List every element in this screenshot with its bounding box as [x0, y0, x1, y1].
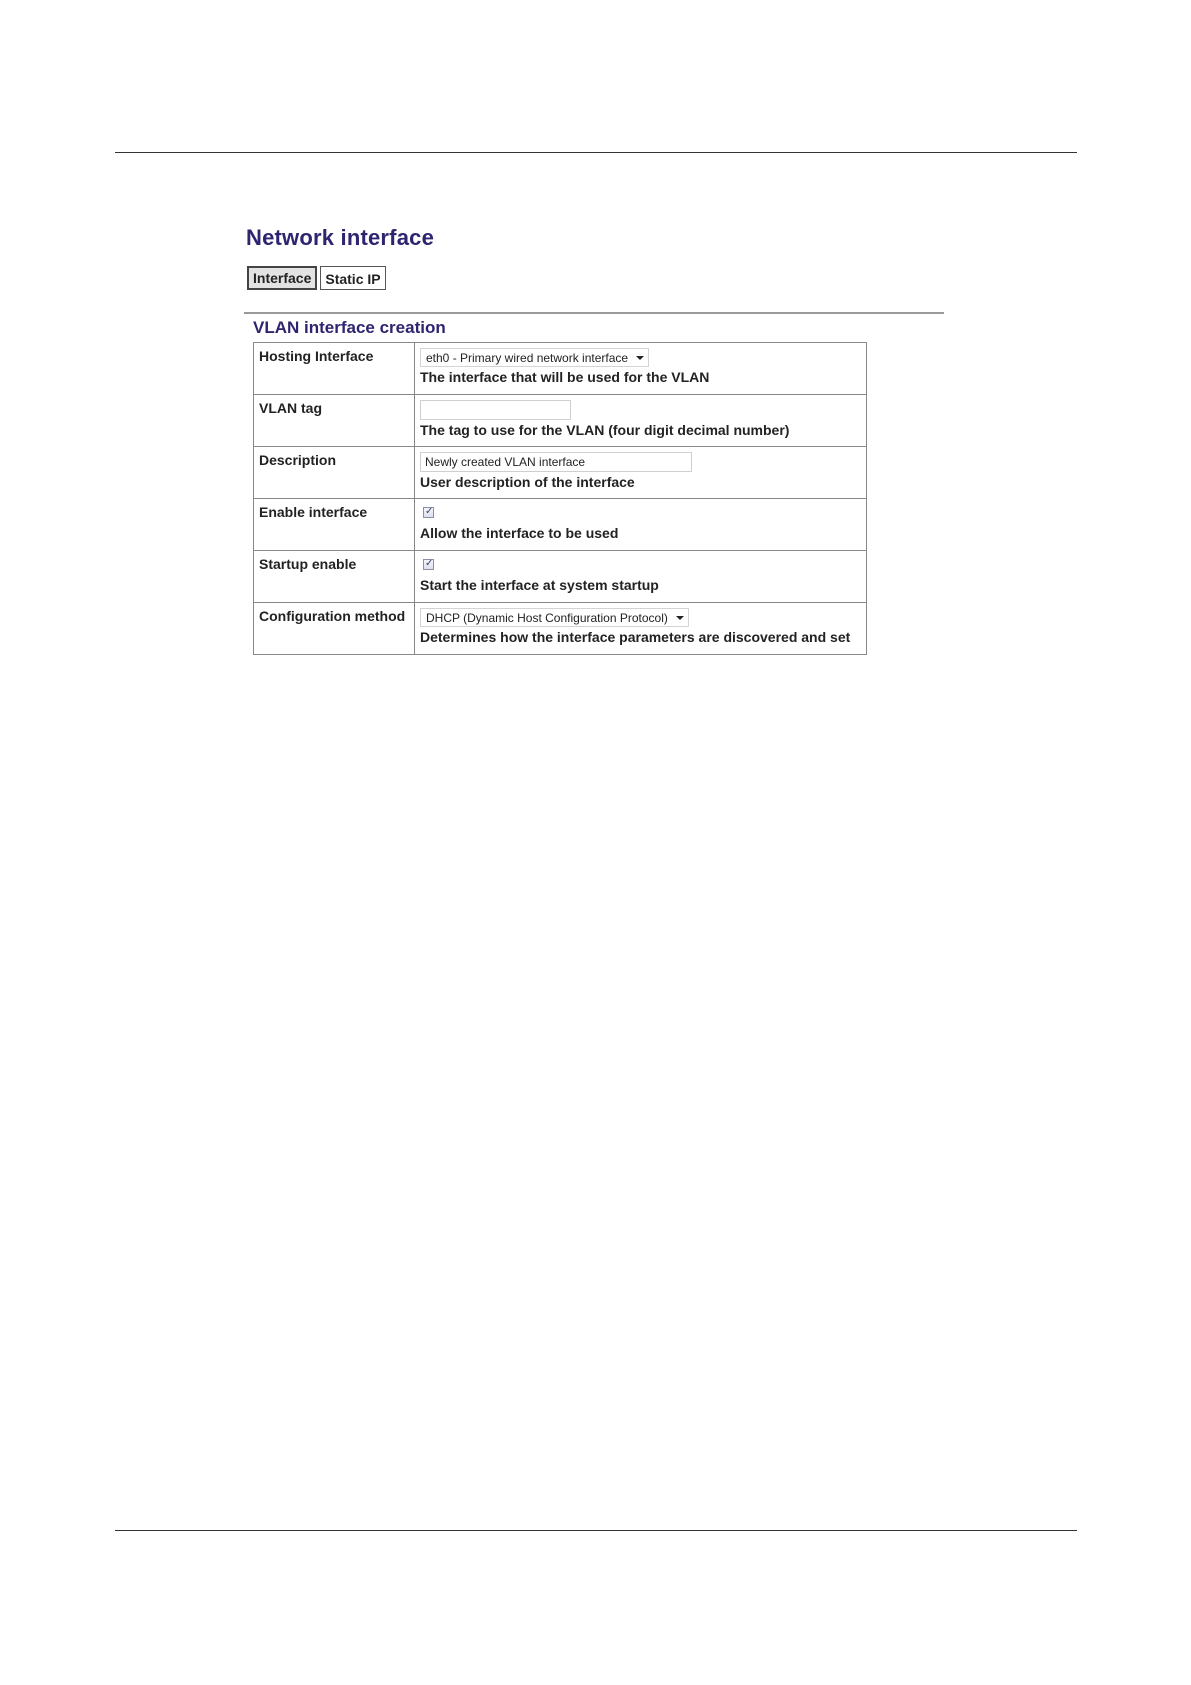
configuration-method-description: Determines how the interface parameters are discovered and set — [420, 629, 851, 645]
hosting-interface-cell — [415, 343, 867, 395]
form-row-vlan-tag — [254, 395, 867, 447]
enable-interface-label: Enable interface — [254, 499, 415, 551]
chevron-down-icon — [676, 616, 684, 620]
startup-enable-checkbox[interactable] — [423, 559, 434, 570]
tab-interface[interactable]: Interface — [247, 266, 317, 290]
hosting-interface-select[interactable] — [420, 348, 649, 367]
vlan-tag-cell — [415, 395, 867, 447]
startup-enable-description: Start the interface at system startup — [420, 577, 659, 593]
form-row-configuration-method — [254, 603, 867, 655]
startup-enable-cell — [415, 551, 867, 603]
vlan-tag-description: The tag to use for the VLAN (four digit decimal number) — [420, 422, 790, 438]
configuration-method-label: Configuration method — [254, 603, 415, 655]
description-field-description: User description of the interface — [420, 474, 635, 490]
configuration-method-select[interactable] — [420, 608, 689, 627]
tab-bar — [247, 266, 386, 290]
tab-static-ip[interactable]: Static IP — [320, 266, 385, 290]
page-bottom-divider — [115, 1530, 1077, 1531]
section-title: VLAN interface creation — [253, 318, 446, 337]
configuration-method-selected-value: DHCP (Dynamic Host Configuration Protocol) — [426, 610, 668, 625]
form-row-hosting-interface — [254, 343, 867, 395]
description-input[interactable] — [420, 452, 692, 472]
form-row-enable-interface — [254, 499, 867, 551]
page-title: Network interface — [246, 225, 435, 250]
form-row-startup-enable — [254, 551, 867, 603]
chevron-down-icon — [636, 356, 644, 360]
enable-interface-description: Allow the interface to be used — [420, 525, 619, 541]
hosting-interface-description: The interface that will be used for the VLAN — [420, 369, 710, 385]
enable-interface-cell — [415, 499, 867, 551]
hosting-interface-label: Hosting Interface — [254, 343, 415, 395]
form-row-description — [254, 447, 867, 499]
section-divider — [244, 312, 944, 314]
enable-interface-checkbox[interactable] — [423, 507, 434, 518]
description-cell — [415, 447, 867, 499]
vlan-form-table — [253, 342, 867, 655]
hosting-interface-selected-value: eth0 - Primary wired network interface — [426, 350, 629, 365]
description-label: Description — [254, 447, 415, 499]
startup-enable-label: Startup enable — [254, 551, 415, 603]
vlan-tag-input[interactable] — [420, 400, 571, 420]
checkmark-icon: ✓ — [425, 558, 434, 569]
checkmark-icon: ✓ — [425, 506, 434, 517]
page-top-divider — [115, 152, 1077, 153]
configuration-method-cell — [415, 603, 867, 655]
vlan-tag-label: VLAN tag — [254, 395, 415, 447]
